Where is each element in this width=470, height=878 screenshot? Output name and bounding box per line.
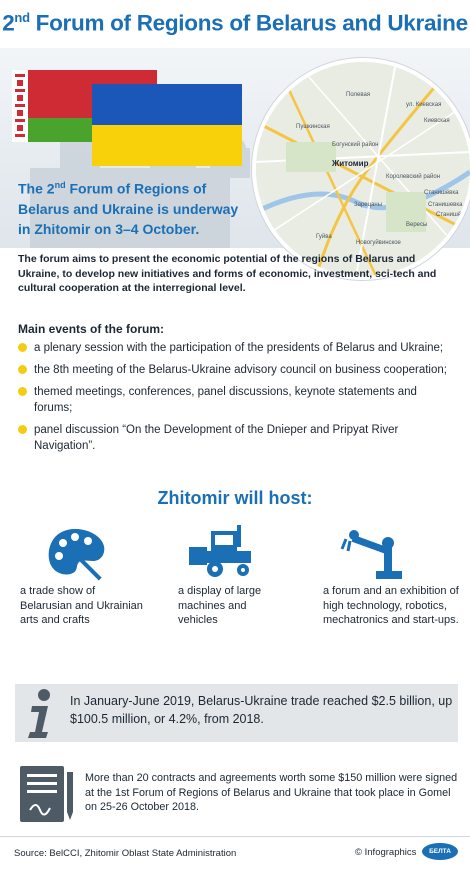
info-icon <box>18 688 60 740</box>
map-label: Вересы <box>406 222 428 228</box>
palette-icon <box>45 525 115 581</box>
host-item-text: a trade show of Belarusian and Ukrainian arts and crafts <box>20 585 143 626</box>
host-item-text: a display of large machines and vehicles <box>178 585 262 626</box>
document-icon <box>18 764 76 826</box>
map-label: Станишевка <box>428 202 463 208</box>
bullet-icon <box>18 387 27 396</box>
map-label: Полевая <box>346 92 371 98</box>
map-label: Богунский район <box>332 142 379 148</box>
ukraine-flag-icon <box>92 84 242 166</box>
bullet-icon <box>18 425 27 434</box>
trade-text: In January-June 2019, Belarus-Ukraine trade reached $2.5 billion, up $100.5 million, or 4.2%, from 2018. <box>70 694 453 726</box>
contracts-text: More than 20 contracts and agreements worth some $150 million were signed at the 1st Forum of Regions of Belarus and Ukraine that took place in Gomel on 25-26 October 2018. <box>85 772 458 813</box>
robot-arm-icon <box>340 525 410 581</box>
list-item: a plenary session with the participation of the presidents of Belarus and Ukraine; <box>18 340 458 356</box>
events-heading: Main events of the forum: <box>18 322 165 336</box>
list-item: panel discussion “On the Development of the Dnieper and Pripyat River Navigation”. <box>18 422 458 454</box>
intro-text: The 2nd Forum of Regions of Belarus and Ukraine is underway in Zhitomir on 3–4 October. <box>18 180 239 237</box>
map-label: Пушкинская <box>296 124 330 130</box>
page-title: 2nd Forum of Regions of Belarus and Ukraine <box>2 10 468 36</box>
bullet-icon <box>18 365 27 374</box>
map-label: Станишёвка <box>436 212 470 218</box>
forum-description: The forum aims to present the economic potential of the regions of Belarus and Ukraine, to develop new initiatives and forms of economic, investment, sci-tech and cultural cooperation at the interregional level. <box>18 253 437 294</box>
map-label: Королевский район <box>386 174 441 180</box>
map-label: Новогуйвинское <box>356 240 401 246</box>
zhitomir-map <box>252 58 470 280</box>
harvester-icon <box>187 525 267 579</box>
copyright-text: © Infographics <box>355 847 417 858</box>
footer-divider <box>0 836 470 837</box>
map-label: Гуйва <box>316 234 332 240</box>
map-label: ул. Киевская <box>406 102 442 108</box>
map-label: Станишёвка <box>424 190 459 196</box>
events-list <box>18 340 458 460</box>
list-item: themed meetings, conferences, panel discussions, keynote statements and forums; <box>18 384 458 416</box>
map-city-label: Житомир <box>332 159 369 168</box>
host-heading: Zhitomir will host: <box>157 488 313 508</box>
belta-logo: БЕЛТА <box>422 843 458 860</box>
source-text: Source: BelCCI, Zhitomir Oblast State Administration <box>14 848 237 859</box>
bullet-icon <box>18 343 27 352</box>
map-label: Киевская <box>424 118 450 124</box>
list-item: the 8th meeting of the Belarus-Ukraine advisory council on business cooperation; <box>18 362 458 378</box>
map-label: Зарецаны <box>354 202 383 208</box>
host-item-text: a forum and an exhibition of high technology, robotics, mechatronics and start-ups. <box>323 585 459 626</box>
